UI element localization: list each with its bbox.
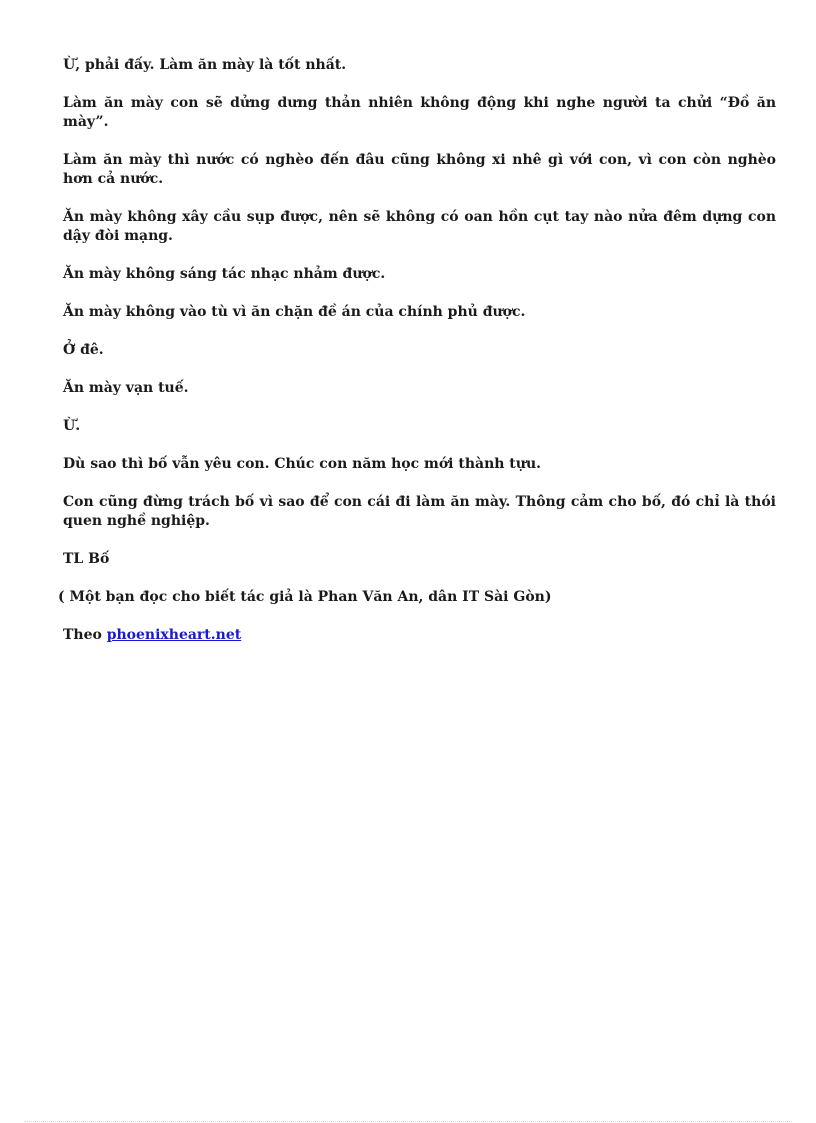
paragraph-7: Ở đê.: [63, 342, 104, 358]
author-note: ( Một bạn đọc cho biết tác giả là Phan Văn An, dân IT Sài Gòn): [58, 589, 552, 605]
paragraph-1: Ừ, phải đấy. Làm ăn mày là tốt nhất.: [63, 57, 347, 73]
page-bottom-divider: [24, 1121, 792, 1122]
document-body: [58, 56, 776, 664]
paragraph-5: Ăn mày không sáng tác nhạc nhảm được.: [63, 266, 386, 282]
source-label: Theo: [63, 627, 107, 643]
paragraph-9: Ừ.: [63, 418, 81, 434]
paragraph-11: Con cũng đừng trách bố vì sao để con cái đi làm ăn mày. Thông cảm cho bố, đó chỉ là thói quen nghề nghiệp.: [63, 494, 776, 529]
paragraph-2: Làm ăn mày con sẽ dửng dưng thản nhiên không động khi nghe người ta chửi “Đồ ăn mày”.: [63, 95, 776, 130]
paragraph-3: Làm ăn mày thì nước có nghèo đến đâu cũng không xi nhê gì với con, vì con còn nghèo hơn cả nước.: [63, 152, 776, 187]
paragraph-8: Ăn mày vạn tuế.: [63, 380, 189, 396]
paragraph-6: Ăn mày không vào tù vì ăn chặn đề án của chính phủ được.: [63, 304, 526, 320]
signature: TL Bố: [63, 551, 110, 567]
source-link[interactable]: phoenixheart.net: [106, 627, 242, 643]
source-line: [58, 626, 776, 645]
paragraph-4: Ăn mày không xây cầu sụp được, nên sẽ không có oan hồn cụt tay nào nửa đêm dựng con dậy đòi mạng.: [63, 209, 776, 244]
paragraph-10: Dù sao thì bố vẫn yêu con. Chúc con năm học mới thành tựu.: [63, 456, 541, 472]
